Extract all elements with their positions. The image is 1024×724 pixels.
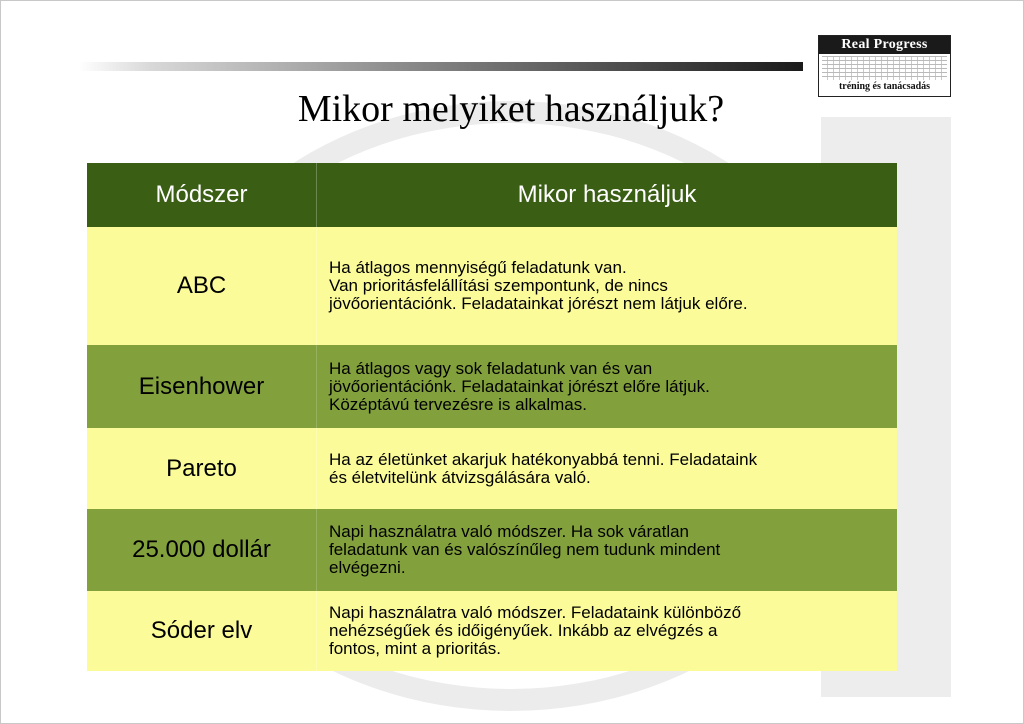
methods-table bbox=[87, 163, 897, 671]
usage-cell bbox=[317, 509, 897, 591]
table-row bbox=[87, 509, 897, 591]
usage-line: fontos, mint a prioritás. bbox=[329, 639, 501, 658]
method-cell: Sóder elv bbox=[87, 591, 317, 671]
usage-line: Napi használatra való módszer. Ha sok váratlan bbox=[329, 522, 690, 541]
method-cell: Pareto bbox=[87, 428, 317, 509]
usage-line: Ha az életünket akarjuk hatékonyabbá tenni. Feladataink bbox=[329, 449, 758, 469]
usage-cell bbox=[317, 428, 897, 509]
logo-grid-pattern bbox=[822, 56, 947, 80]
usage-line: Van prioritásfelállítási szempontunk, de nincs bbox=[329, 276, 668, 295]
usage-line: nehézségűek és időigényűek. Inkább az elvégzés a bbox=[329, 621, 718, 640]
usage-line: Ha átlagos vagy sok feladatunk van és van bbox=[329, 358, 653, 378]
usage-line: elvégezni. bbox=[329, 558, 406, 577]
method-cell: ABC bbox=[87, 227, 317, 345]
logo-name: Real Progress bbox=[819, 36, 950, 54]
top-gradient-rule bbox=[79, 62, 803, 71]
usage-cell bbox=[317, 227, 897, 345]
usage-line: jövőorientációnk. Feladatainkat jórészt előre látjuk. bbox=[329, 376, 710, 396]
usage-line: és életvitelünk átvizsgálására való. bbox=[329, 467, 591, 487]
method-cell: 25.000 dollár bbox=[87, 509, 317, 591]
usage-line: Napi használatra való módszer. Feladataink különböző bbox=[329, 603, 742, 622]
table-header-row bbox=[87, 163, 897, 227]
slide-title: Mikor melyiket használjuk? bbox=[297, 88, 725, 130]
logo-tagline: tréning és tanácsadás bbox=[838, 81, 931, 92]
usage-line: jövőorientációnk. Feladatainkat jórészt nem látjuk előre. bbox=[329, 294, 748, 313]
table-row bbox=[87, 591, 897, 671]
usage-cell bbox=[317, 591, 897, 671]
table-row bbox=[87, 428, 897, 509]
usage-line: Középtávú tervezésre is alkalmas. bbox=[329, 394, 587, 414]
usage-line: Ha átlagos mennyiségű feladatunk van. bbox=[329, 258, 627, 277]
header-usage: Mikor használjuk bbox=[517, 181, 697, 208]
header-method: Módszer bbox=[87, 163, 317, 227]
usage-cell bbox=[317, 345, 897, 428]
table-row bbox=[87, 345, 897, 428]
table-row bbox=[87, 227, 897, 345]
method-cell: Eisenhower bbox=[87, 345, 317, 428]
usage-line: feladatunk van és valószínűleg nem tudunk mindent bbox=[329, 540, 721, 559]
